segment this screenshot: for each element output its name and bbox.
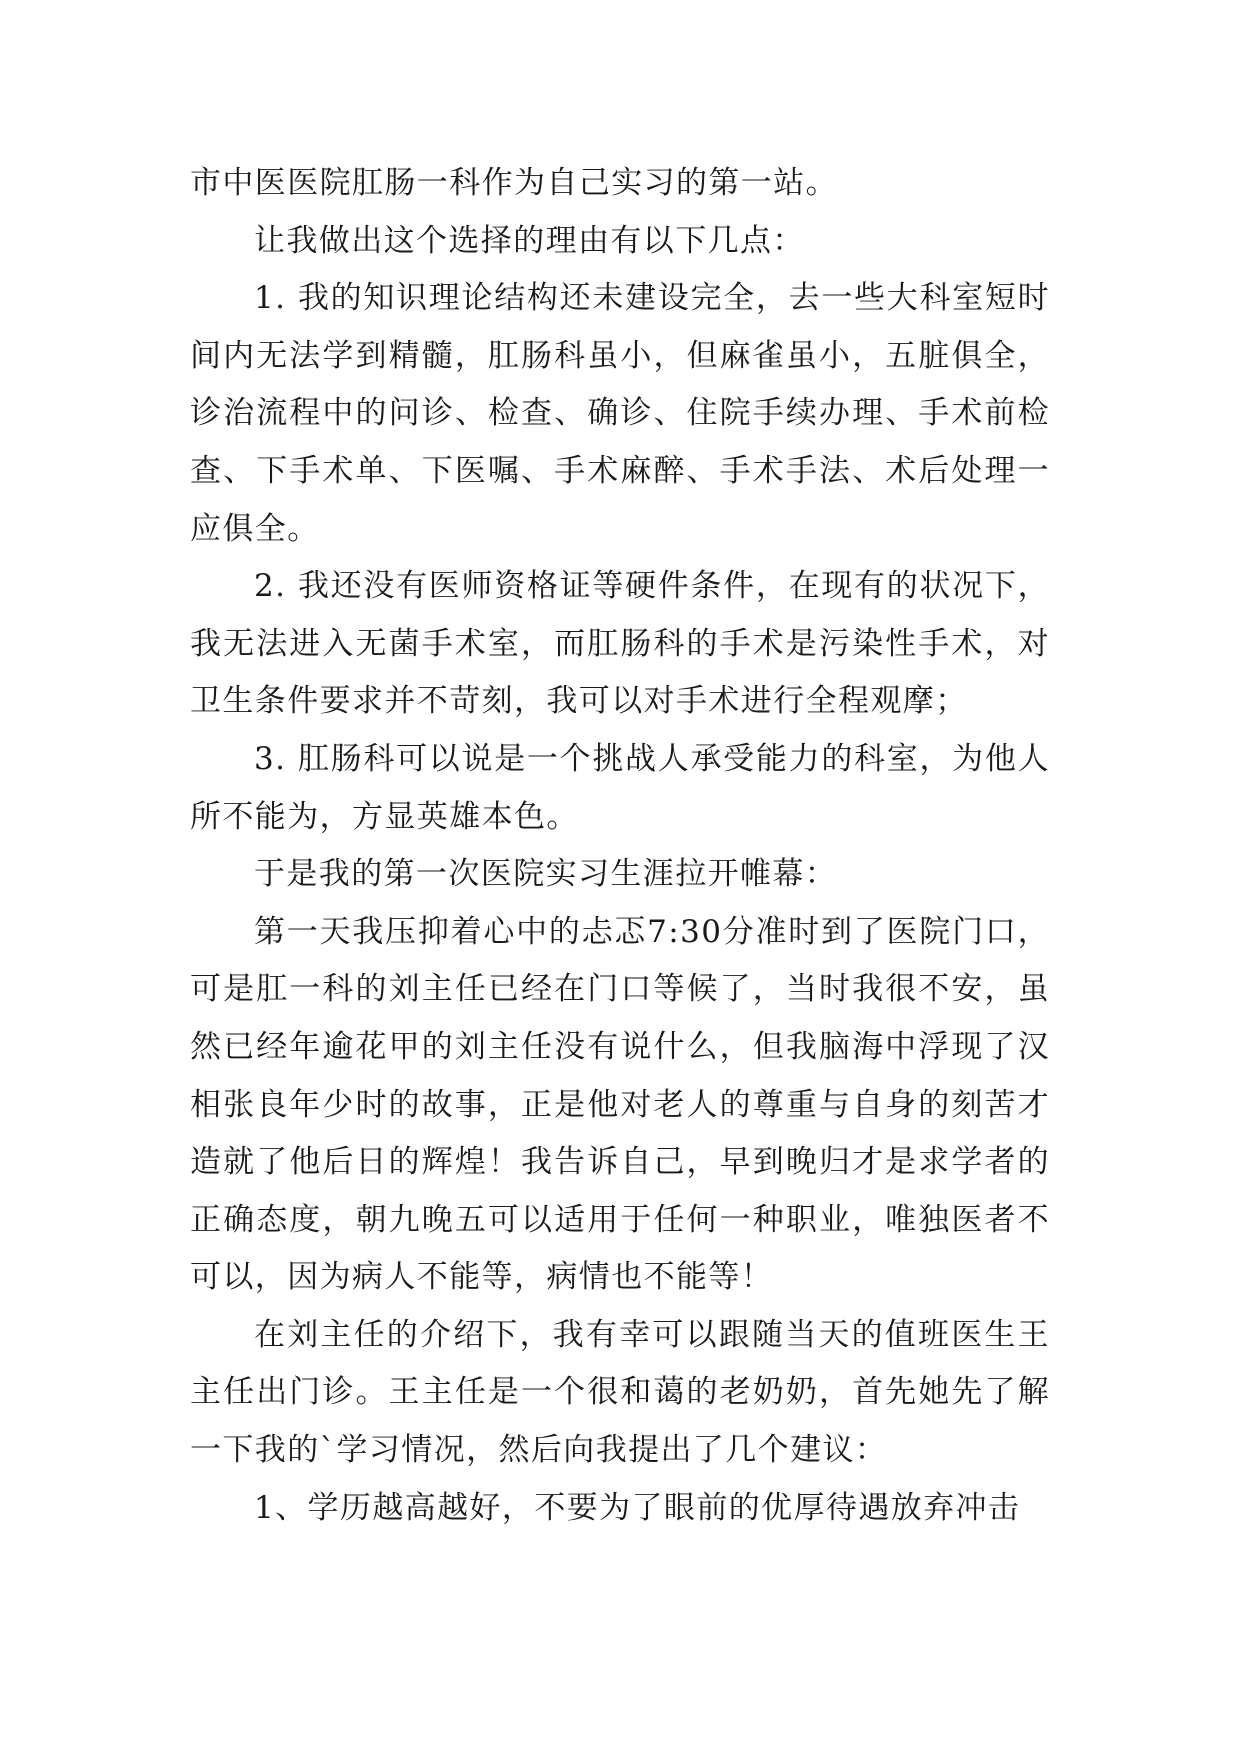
paragraph-1: 市中医医院肛肠一科作为自己实习的第一站。: [190, 165, 838, 201]
document-body: [190, 155, 1050, 1537]
paragraph-5: 3. 肛肠科可以说是一个挑战人承受能力的科室，为他人所不能为，方显英雄本色。: [190, 740, 1050, 835]
paragraph-3: 1. 我的知识理论结构还未建设完全，去一些大科室短时间内无法学到精髓，肛肠科虽小，但麻雀虽小，五脏俱全，诊治流程中的问诊、检查、确诊、住院手续办理、手术前检查、下手术单、下医嘱、手术麻醉、手术手法、术后处理一应俱全。: [190, 280, 1050, 547]
paragraph-8: 在刘主任的介绍下，我有幸可以跟随当天的值班医生王主任出门诊。王主任是一个很和蔼的老奶奶，首先她先了解一下我的`学习情况，然后向我提出了几个建议：: [190, 1316, 1050, 1469]
paragraph-6: 于是我的第一次医院实习生涯拉开帷幕：: [254, 856, 838, 893]
paragraph-7: 第一天我压抑着心中的忐忑7:30分准时到了医院门口，可是肛一科的刘主任已经在门口等候了，当时我很不安，虽然已经年逾花甲的刘主任没有说什么，但我脑海中浮现了汉相张良年少时的故事，正是他对老人的尊重与自身的刻苦才造就了他后日的辉煌！我告诉自己，早到晚归才是求学者的正确态度，朝九晚五可以适用于任何一种职业，唯独医者不可以，因为病人不能等，病情也不能等！: [190, 913, 1050, 1296]
paragraph-4: 2. 我还没有医师资格证等硬件条件，在现有的状况下，我无法进入无菌手术室，而肛肠科的手术是污染性手术，对卫生条件要求并不苛刻，我可以对手术进行全程观摩；: [190, 568, 1050, 720]
paragraph-9: 1、学历越高越好，不要为了眼前的优厚待遇放弃冲击: [254, 1489, 1021, 1526]
paragraph-2: 让我做出这个选择的理由有以下几点：: [254, 222, 805, 259]
